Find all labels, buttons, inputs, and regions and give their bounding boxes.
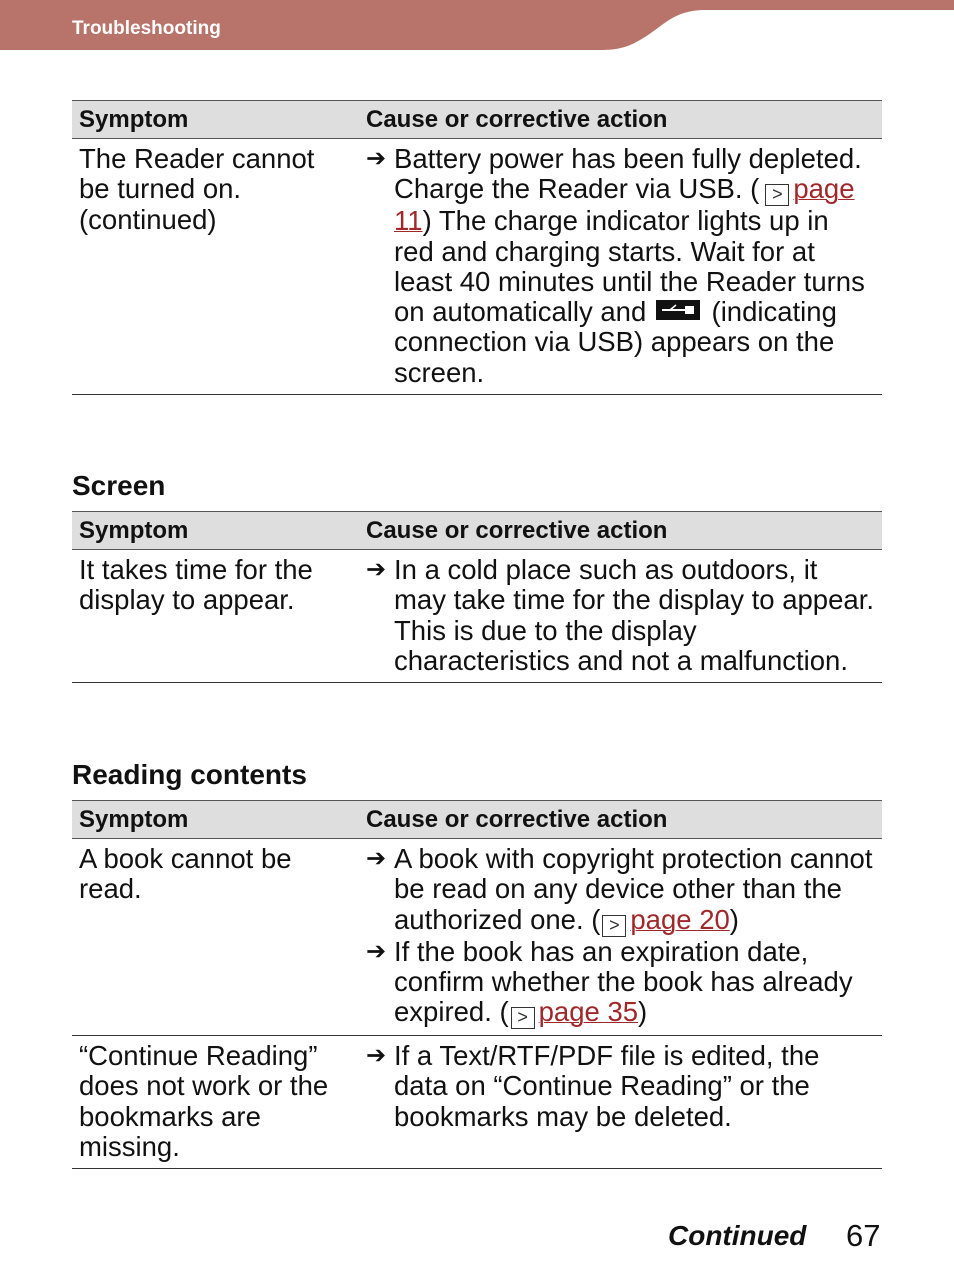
symptom-header: Symptom [72, 512, 359, 550]
header-title: Troubleshooting [72, 18, 221, 39]
arrow-icon: ➔ [366, 845, 387, 872]
symptom-cell: It takes time for the display to appear. [72, 550, 359, 683]
action-text: ) The charge indicator lights up in red and charging starts. Wait for at least 40 minutes until the Reader turns on automatically and [394, 205, 865, 328]
action-text: ) [729, 903, 739, 935]
action-text: Battery power has been fully depleted. Charge the Reader via USB. ( [394, 143, 862, 205]
continued-label: Continued [668, 1220, 807, 1251]
arrow-icon: ➔ [366, 556, 387, 583]
cause-header: Cause or corrective action [359, 801, 882, 839]
action-cell [359, 550, 882, 683]
symptom-header: Symptom [72, 801, 359, 839]
symptom-cell: The Reader cannot be turned on. (continued) [72, 139, 359, 395]
action-cell [359, 139, 882, 395]
action-cell [359, 839, 882, 1036]
cause-header: Cause or corrective action [359, 101, 882, 139]
table-header-row [72, 512, 882, 550]
action-item [366, 844, 875, 937]
table-row [72, 1036, 882, 1169]
table-header-row [72, 101, 882, 139]
page-link[interactable]: page 11 [394, 173, 855, 237]
table-row [72, 550, 882, 683]
symptom-cell: “Continue Reading” does not work or the bookmarks are missing. [72, 1036, 359, 1169]
action-item [366, 555, 875, 676]
page-ref-icon: > [765, 184, 789, 206]
action-item [366, 937, 875, 1030]
symptom-header: Symptom [72, 101, 359, 139]
page-ref-icon: > [602, 915, 626, 937]
section-title-reading: Reading contents [72, 759, 307, 790]
usb-connection-icon [656, 300, 700, 320]
table-row [72, 839, 882, 1036]
section-title-screen: Screen [72, 470, 166, 501]
action-text: If a Text/RTF/PDF file is edited, the data on “Continue Reading” or the bookmarks may be deleted. [394, 1040, 820, 1132]
action-note: This is due to the display characteristics and not a malfunction. [394, 614, 848, 676]
cause-header: Cause or corrective action [359, 512, 882, 550]
arrow-icon: ➔ [366, 1042, 387, 1070]
arrow-icon: ➔ [366, 937, 387, 965]
header-bar [0, 0, 954, 50]
table-reading [72, 800, 882, 1169]
action-text: (indicating connection via USB) appears on the screen. [394, 296, 837, 388]
action-text: A book with copyright protection cannot be read on any device other than the authorized one. ( [394, 843, 873, 935]
page-number: 67 [846, 1218, 881, 1253]
page-ref-icon: > [511, 1007, 535, 1029]
table-screen [72, 511, 882, 683]
action-text: If the book has an expiration date, confirm whether the book has already expired. ( [394, 935, 853, 1028]
symptom-cell: A book cannot be read. [72, 839, 359, 1036]
table-row [72, 139, 882, 395]
action-text: ) [638, 996, 648, 1028]
page-link[interactable]: page 35 [538, 996, 639, 1028]
arrow-icon: ➔ [366, 145, 387, 172]
action-item [366, 1041, 875, 1132]
table-header-row [72, 801, 882, 839]
action-item [366, 144, 875, 388]
table-power [72, 100, 882, 395]
action-cell [359, 1036, 882, 1169]
action-text: In a cold place such as outdoors, it may take time for the display to appear. [394, 554, 874, 616]
page-link[interactable]: page 20 [630, 903, 730, 935]
